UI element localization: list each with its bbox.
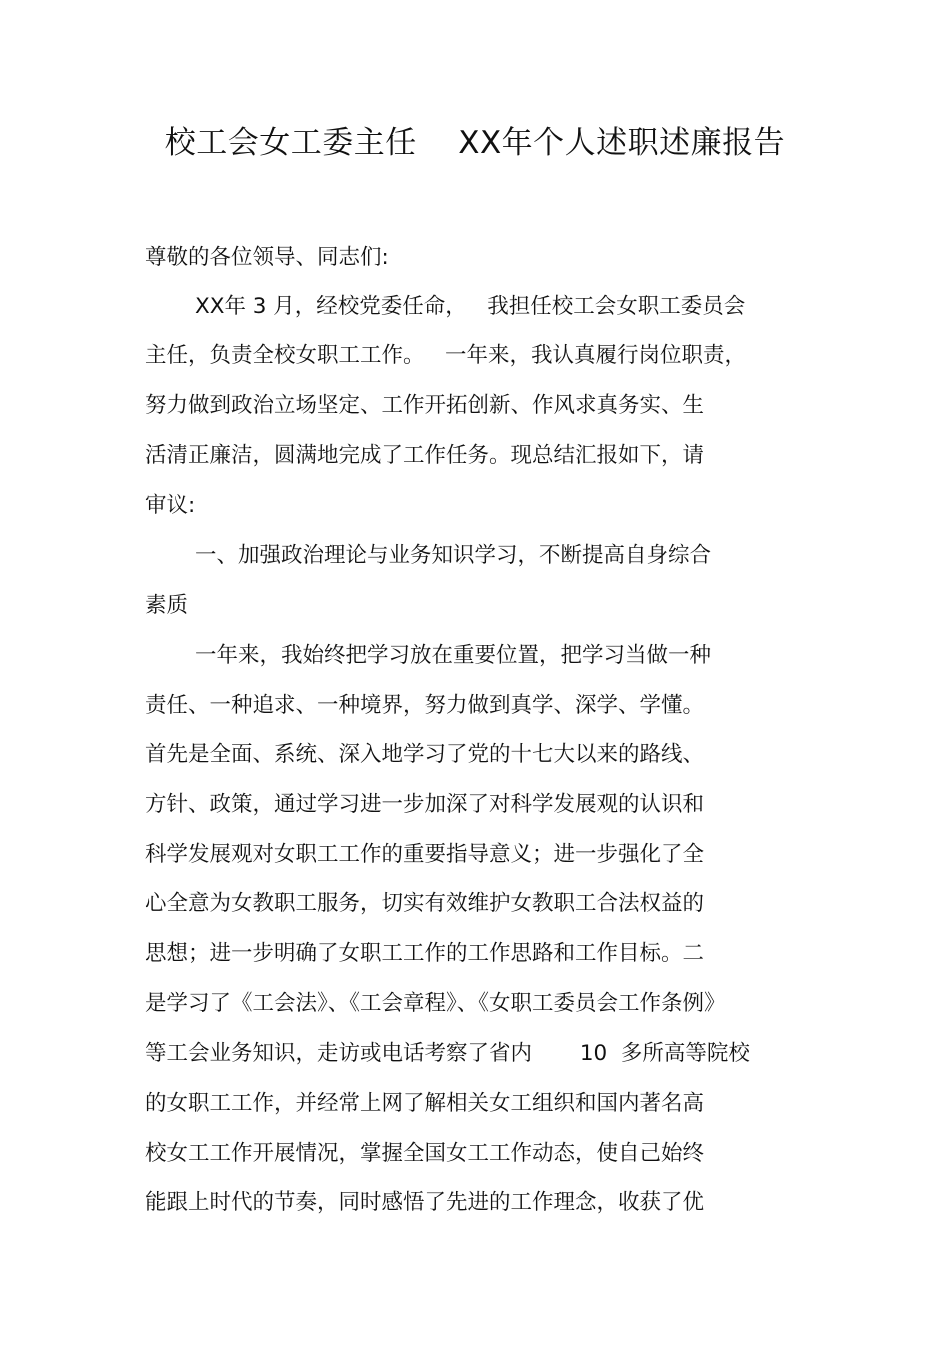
section-heading: 素质 (145, 593, 189, 618)
body-line: 科学发展观对女职工工作的重要指导意义；进一步强化了全 (145, 842, 705, 867)
section-heading: 一、加强政治理论与业务知识学习，不断提高自身综合 (195, 543, 712, 568)
body-line: 责任、一种追求、一种境界，努力做到真学、深学、学懂。 (145, 693, 705, 718)
body-line: 校女工工作开展情况，掌握全国女工工作动态，使自己始终 (145, 1141, 705, 1166)
document-title: 校工会女工委主任 XX年个人述职述廉报告 (164, 125, 786, 161)
body-line: 方针、政策，通过学习进一步加深了对科学发展观的认识和 (145, 792, 705, 817)
body-line: 一年来，我始终把学习放在重要位置，把学习当做一种 (195, 643, 712, 668)
body-line: 努力做到政治立场坚定、工作开拓创新、作风求真务实、生 (145, 393, 705, 418)
body-line: 的女职工工作，并经常上网了解相关女工组织和国内著名高 (145, 1091, 705, 1116)
body-line: 审议: (145, 493, 196, 518)
body-line: 首先是全面、系统、深入地学习了党的十七大以来的路线、 (145, 742, 705, 767)
body-line: 是学习了《工会法》、《工会章程》、《女职工委员会工作条例》 (145, 991, 726, 1016)
body-line: 能跟上时代的节奏，同时感悟了先进的工作理念，收获了优 (145, 1190, 705, 1215)
body-line: 主任，负责全校女职工工作。 一年来，我认真履行岗位职责， (145, 343, 747, 368)
body-line: XX年 3 月，经校党委任命， 我担任校工会女职工委员会 (195, 294, 746, 319)
body-line: 等工会业务知识，走访或电话考察了省内 10 多所高等院校 (145, 1041, 750, 1066)
body-line: 活清正廉洁，圆满地完成了工作任务。现总结汇报如下，请 (145, 443, 705, 468)
body-line: 思想；进一步明确了女职工工作的工作思路和工作目标。二 (145, 941, 705, 966)
body-line: 心全意为女教职工服务，切实有效维护女教职工合法权益的 (145, 891, 705, 916)
salutation: 尊敬的各位领导、同志们: (145, 245, 389, 270)
